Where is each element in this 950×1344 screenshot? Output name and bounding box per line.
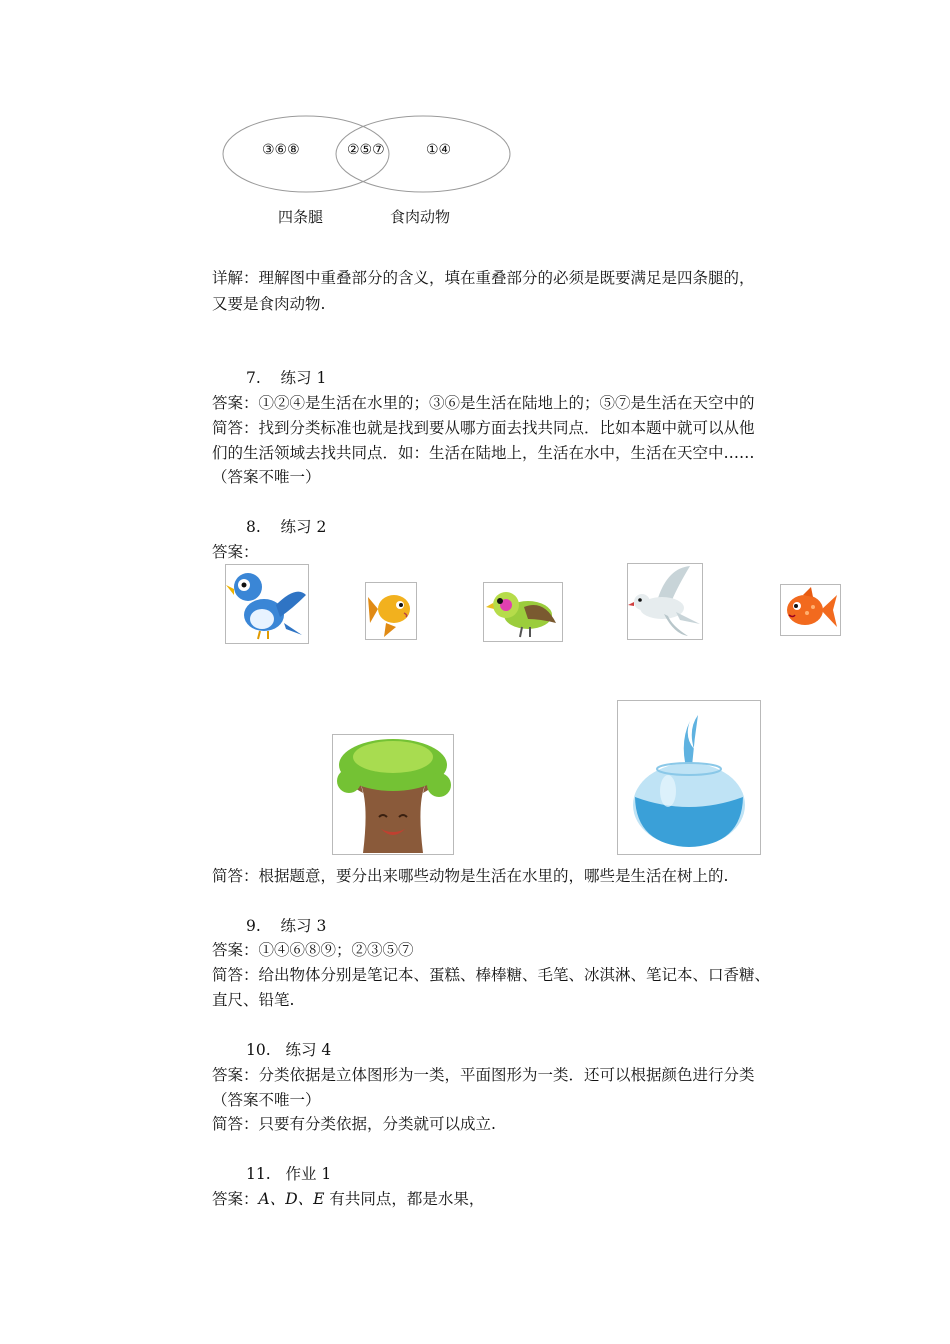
fishbowl-image xyxy=(617,700,761,855)
q10-answer-1: 答案：分类依据是立体图形为一类，平面图形为一类．还可以根据颜色进行分类 xyxy=(212,1066,755,1084)
q7-brief-2: 们的生活领域去找共同点．如：生活在陆地上，生活在水中，生活在天空中…… xyxy=(212,444,755,462)
q10-answer-2: （答案不唯一） xyxy=(212,1091,321,1109)
q8-brief: 简答：根据题意，要分出来哪些动物是生活在水里的，哪些是生活在树上的. xyxy=(212,867,729,885)
yellow-fish-image xyxy=(365,582,417,640)
q11-answer-letters: A、D、E xyxy=(258,1190,325,1208)
q8-answer-label: 答案： xyxy=(212,543,259,561)
q7-title: 练习 1 xyxy=(280,369,327,387)
explanation-line-1: 详解：理解图中重叠部分的含义，填在重叠部分的必须是既要满足是四条腿的， xyxy=(212,269,755,287)
q7-number: 7. xyxy=(246,369,261,387)
venn-overlap-set: ②⑤⑦ xyxy=(347,142,385,158)
venn-right-set: ①④ xyxy=(426,142,452,158)
orange-fish-image xyxy=(780,584,841,636)
venn-right-label: 食肉动物 xyxy=(390,208,451,226)
q7-brief-3: （答案不唯一） xyxy=(212,468,321,486)
q7-brief-1: 简答：找到分类标准也就是找到要从哪方面去找共同点．比如本题中就可以从他 xyxy=(212,419,755,437)
q10-heading xyxy=(246,1040,331,1060)
tree-image xyxy=(332,734,454,855)
q11-number: 11. xyxy=(246,1165,271,1183)
explanation-line-2: 又要是食肉动物. xyxy=(212,295,326,313)
q8-title: 练习 2 xyxy=(280,518,327,536)
q9-brief-1: 简答：给出物体分别是笔记本、蛋糕、棒棒糖、毛笔、冰淇淋、笔记本、口香糖、 xyxy=(212,966,771,984)
q8-heading xyxy=(246,517,326,537)
q10-brief: 简答：只要有分类依据，分类就可以成立. xyxy=(212,1115,496,1133)
q10-number: 10. xyxy=(246,1041,271,1059)
q7-answer: 答案：①②④是生活在水里的；③⑥是生活在陆地上的；⑤⑦是生活在天空中的 xyxy=(212,394,755,412)
blue-bird-image xyxy=(225,564,309,644)
q10-title: 练习 4 xyxy=(285,1041,332,1059)
q7-heading xyxy=(246,368,326,388)
q11-answer-prefix: 答案： xyxy=(212,1190,259,1208)
green-bird-image xyxy=(483,582,563,642)
q9-number: 9. xyxy=(246,917,261,935)
q9-heading xyxy=(246,916,326,936)
venn-left-label: 四条腿 xyxy=(278,208,324,226)
q9-brief-2: 直尺、铅笔. xyxy=(212,991,295,1009)
white-dove-image xyxy=(627,563,703,640)
q11-title: 作业 1 xyxy=(285,1165,332,1183)
q8-number: 8. xyxy=(246,518,261,536)
q11-answer xyxy=(212,1189,484,1209)
q9-title: 练习 3 xyxy=(280,917,327,935)
venn-left-set: ③⑥⑧ xyxy=(262,142,300,158)
q11-heading xyxy=(246,1164,331,1184)
q9-answer: 答案：①④⑥⑧⑨；②③⑤⑦ xyxy=(212,941,414,959)
q11-answer-suffix: 有共同点，都是水果， xyxy=(324,1190,485,1208)
